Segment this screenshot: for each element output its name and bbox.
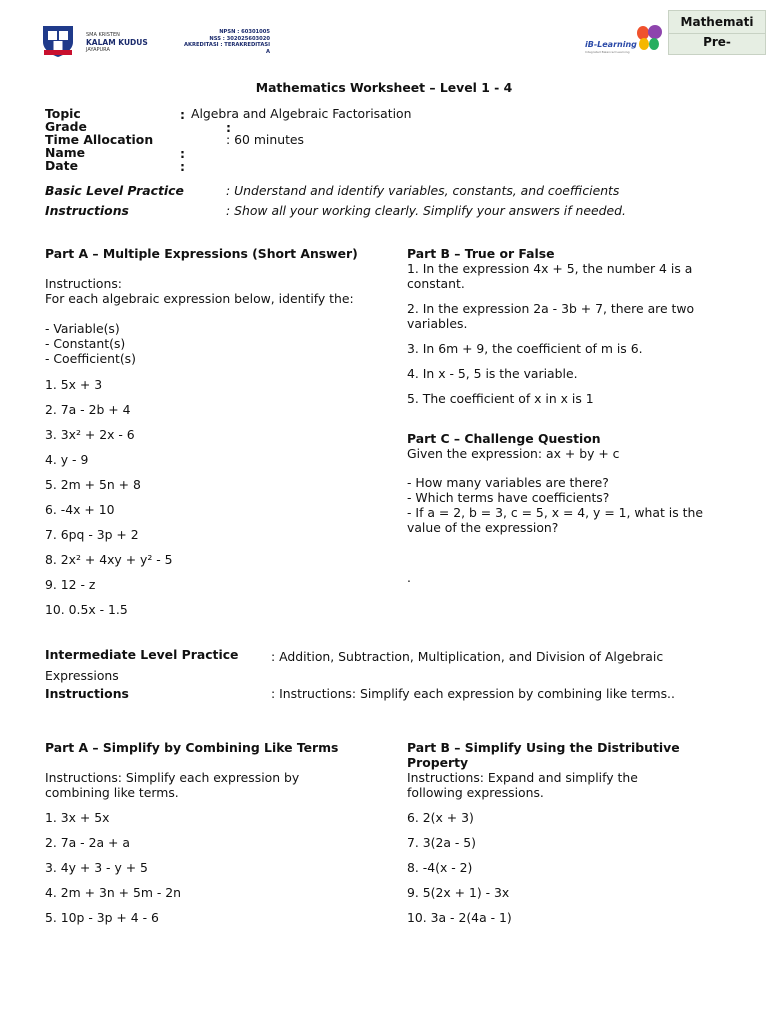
list-item: 9. 12 - z <box>45 577 96 592</box>
part-b2-title: Part B – Simplify Using the Distributive Property <box>407 740 680 770</box>
meta-name-sep: : <box>180 146 185 161</box>
part-c-line-0: - How many variables are there? <box>407 475 609 490</box>
basic-instructions-value: : Show all your working clearly. Simplify your answers if needed. <box>226 203 626 218</box>
part-a-instr-0: Instructions: <box>45 276 122 291</box>
part-b-item-2: 2. In the expression 2a - 3b + 7, there are two variables. <box>407 301 695 331</box>
part-a-instr-4: - Coefficient(s) <box>45 351 136 366</box>
school-logo <box>40 24 185 58</box>
meta-time-sep: : <box>226 132 231 147</box>
meta-topic-sep: : <box>180 107 185 122</box>
part-a-title: Part A – Multiple Expressions (Short Answer) <box>45 246 358 261</box>
basic-level-value: : Understand and identify variables, constants, and coefficients <box>226 183 620 198</box>
basic-instructions-label: Instructions <box>45 203 129 218</box>
meta-time-value <box>226 132 304 147</box>
list-item: 7. 6pq - 3p + 2 <box>45 527 139 542</box>
school-shield-icon <box>40 24 76 58</box>
list-item: 4. y - 9 <box>45 452 89 467</box>
meta-time-label: Time Allocation <box>45 132 154 147</box>
subject-cell: Mathemati <box>669 11 765 34</box>
intermediate-instructions-label: Instructions <box>45 686 129 701</box>
list-item: 1. 3x + 5x <box>45 810 110 825</box>
intermediate-label: Intermediate Level Practice <box>45 647 239 662</box>
meta-date-sep: : <box>180 159 185 174</box>
meta-time-text: 60 minutes <box>234 132 305 147</box>
intermediate-value: : Addition, Subtraction, Multiplication, and Division of Algebraic Expressions <box>45 649 664 683</box>
accreditation-block <box>180 29 270 55</box>
list-item: 3. 3x² + 2x - 6 <box>45 427 135 442</box>
part-b-item-3: 3. In 6m + 9, the coefficient of m is 6. <box>407 341 643 356</box>
subject-box <box>668 10 766 55</box>
part-a-instr-2: - Variable(s) <box>45 321 120 336</box>
part-a-instr-1: For each algebraic expression below, identify the: <box>45 291 354 306</box>
part-b2-instructions: Instructions: Expand and simplify the following expressions. <box>407 770 638 800</box>
meta-grade-sep: : <box>226 120 231 135</box>
list-item: 10. 3a - 2(4a - 1) <box>407 910 512 925</box>
list-item: 3. 4y + 3 - y + 5 <box>45 860 148 875</box>
part-a2-title: Part A – Simplify by Combining Like Terms <box>45 740 339 755</box>
level-cell: Pre- <box>703 35 731 49</box>
part-b-item-5: 5. The coefficient of x in x is 1 <box>407 391 594 406</box>
list-item: 1. 5x + 3 <box>45 377 103 392</box>
list-item: 9. 5(2x + 1) - 3x <box>407 885 510 900</box>
list-item: 10. 0.5x - 1.5 <box>45 602 128 617</box>
list-item: 6. 2(x + 3) <box>407 810 474 825</box>
butterfly-icon <box>635 24 663 52</box>
list-item: 4. 2m + 3n + 5m - 2n <box>45 885 182 900</box>
part-b-item-4: 4. In x - 5, 5 is the variable. <box>407 366 578 381</box>
school-line1: SMA KRISTEN <box>86 32 120 38</box>
part-a-instr-3: - Constant(s) <box>45 336 126 351</box>
school-city: JAYAPURA <box>86 47 110 53</box>
part-c-dot: . <box>407 570 411 585</box>
school-name: KALAM KUDUS <box>86 38 148 47</box>
part-b-title: Part B – True or False <box>407 246 555 261</box>
ib-logo-text: iB-Learning <box>585 40 637 49</box>
part-b-item-1: 1. In the expression 4x + 5, the number 4 is a constant. <box>407 261 693 291</box>
meta-grade-label: Grade <box>45 119 87 134</box>
meta-date-label: Date <box>45 158 78 173</box>
meta-topic-value: Algebra and Algebraic Factorisation <box>191 106 412 121</box>
part-a2-instructions: Instructions: Simplify each expression by combining like terms. <box>45 770 300 800</box>
list-item: 2. 7a - 2b + 4 <box>45 402 131 417</box>
list-item: 6. -4x + 10 <box>45 502 115 517</box>
list-item: 2. 7a - 2a + a <box>45 835 130 850</box>
nss: NSS : 302025603020 <box>209 35 270 42</box>
intermediate-instructions-value: : Instructions: Simplify each expression by combining like terms.. <box>271 686 675 701</box>
list-item: 7. 3(2a - 5) <box>407 835 477 850</box>
part-c-given: Given the expression: ax + by + c <box>407 446 620 461</box>
part-c-line-2: - If a = 2, b = 3, c = 5, x = 4, y = 1, what is the value of the expression? <box>407 505 703 535</box>
basic-level-label: Basic Level Practice <box>45 183 184 198</box>
list-item: 8. -4(x - 2) <box>407 860 473 875</box>
akreditasi: AKREDITASI : TERAKREDITASI A <box>183 42 270 55</box>
meta-topic-label: Topic <box>45 106 81 121</box>
list-item: 5. 2m + 5n + 8 <box>45 477 141 492</box>
part-c-line-1: - Which terms have coefficients? <box>407 490 610 505</box>
list-item: 5. 10p - 3p + 4 - 6 <box>45 910 159 925</box>
list-item: 8. 2x² + 4xy + y² - 5 <box>45 552 173 567</box>
ib-learning-logo <box>585 24 663 54</box>
meta-name-label: Name <box>45 145 86 160</box>
ib-tagline: Integrated Balanced Learning <box>585 50 630 54</box>
npsn: NPSN : 60301005 <box>219 29 270 35</box>
part-c-title: Part C – Challenge Question <box>407 431 601 446</box>
worksheet-title: Mathematics Worksheet – Level 1 - 4 <box>255 80 513 95</box>
